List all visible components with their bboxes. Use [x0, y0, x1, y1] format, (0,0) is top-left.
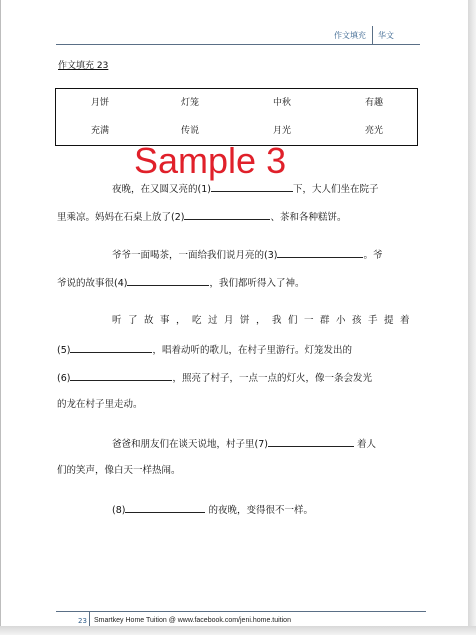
paragraph-3-line-1	[112, 314, 416, 328]
text: 、茶和各种糕饼。	[270, 212, 347, 223]
answer-blank-5	[70, 342, 152, 353]
answer-blank-3	[277, 247, 363, 258]
word-bank-item: 月光	[272, 126, 292, 136]
text: 。爷	[363, 250, 383, 261]
text: ，我们都听得入了神。	[209, 278, 305, 289]
footer-text: Smartkey Home Tuition @ www.facebook.com/jeni.home.tuition	[94, 617, 291, 624]
text: 下，大人们坐在院子	[292, 184, 379, 195]
page-title: 作文填充 23	[58, 61, 109, 71]
text: 夜晚，在又圆又亮的(1)	[112, 184, 211, 195]
paragraph-4-line-1	[112, 436, 376, 452]
answer-blank-1	[211, 181, 293, 192]
word-bank-item: 月饼	[90, 98, 110, 108]
text: (5)	[57, 345, 71, 356]
footer-rule	[56, 611, 426, 612]
text: 的龙在村子里走动。	[57, 399, 143, 410]
word-bank-item: 亮光	[364, 126, 384, 136]
text: ，照亮了村子，一点一点的灯火，像一条会发光	[172, 373, 372, 384]
text: 爷说的故事很(4)	[57, 278, 128, 289]
footer-page-number: 23	[78, 617, 87, 625]
text: 着人	[357, 439, 377, 450]
word-bank-item: 中秋	[272, 98, 292, 108]
paragraph-3-line-2	[57, 342, 352, 358]
word-bank-item: 传说	[180, 126, 200, 136]
word-bank-item: 有趣	[364, 98, 384, 108]
page-edge	[0, 0, 1, 626]
text: 爷爷一面喝茶，一面给我们说月亮的(3)	[112, 250, 278, 261]
paragraph-4-line-2	[57, 464, 181, 478]
paragraph-3-line-4	[57, 398, 143, 412]
text: 们的笑声，像白天一样热闹。	[57, 465, 181, 476]
answer-blank-8	[125, 502, 205, 513]
text: ，唱着动听的歌儿，在村子里游行。灯笼发出的	[152, 345, 352, 356]
header-tag-left: 作文填充	[334, 31, 366, 40]
answer-blank-6	[70, 370, 172, 381]
header-rule	[56, 44, 420, 45]
sample-watermark: Sample 3	[134, 140, 287, 181]
text: 里乘凉。妈妈在石桌上放了(2)	[57, 212, 185, 223]
paragraph-1-line-2	[57, 209, 346, 225]
word-bank-box	[55, 88, 418, 146]
text: 的夜晚，变得很不一样。	[208, 505, 314, 516]
header-separator	[372, 26, 373, 44]
word-bank-item: 充满	[90, 126, 110, 136]
footer-separator	[89, 612, 90, 626]
text: (8)	[112, 505, 126, 516]
paragraph-2-line-1	[112, 247, 382, 263]
paragraph-1-line-1	[112, 181, 378, 197]
paragraph-5-line-1	[112, 502, 313, 518]
text: (6)	[57, 373, 71, 384]
text: 听了故事，吃过月饼，我们一群小孩手提着	[112, 315, 417, 326]
answer-blank-2	[184, 209, 270, 220]
paragraph-3-line-3	[57, 370, 372, 386]
answer-blank-7	[268, 436, 354, 447]
header-tag-right: 华文	[378, 31, 394, 40]
paragraph-2-line-2	[57, 275, 304, 291]
word-bank-item: 灯笼	[180, 98, 200, 108]
page-shadow	[468, 0, 476, 635]
answer-blank-4	[127, 275, 209, 286]
page-shadow-bottom	[0, 626, 476, 635]
text: 爸爸和朋友们在谈天说地，村子里(7)	[112, 439, 268, 450]
